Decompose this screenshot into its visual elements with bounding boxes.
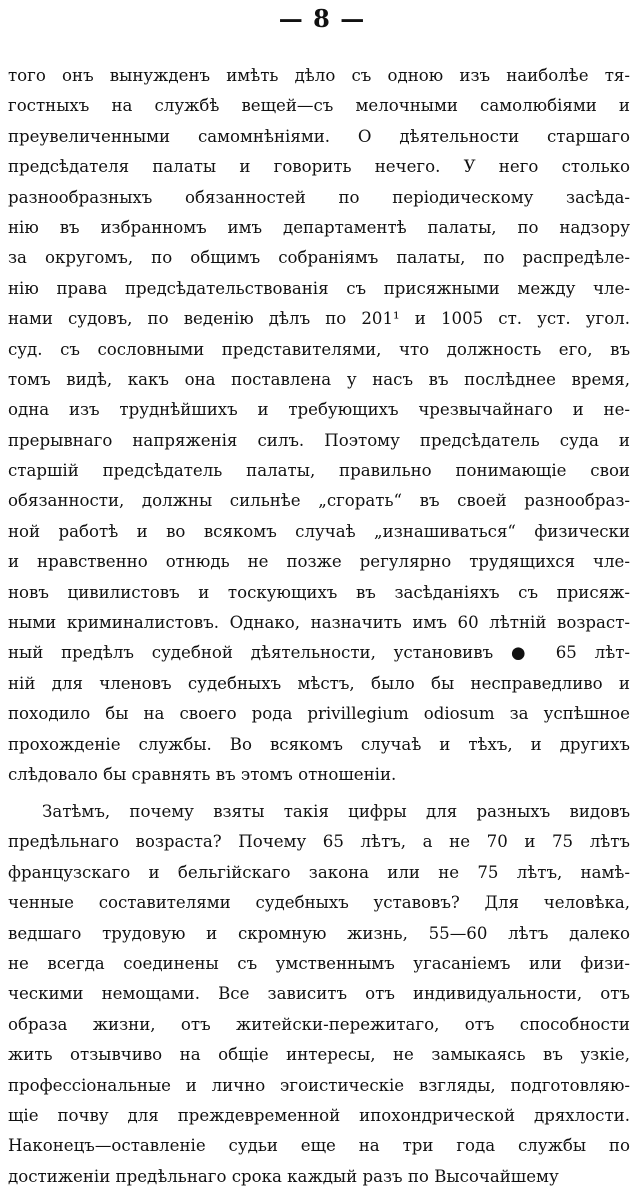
text-line: прохожденіе службы. Во всякомъ случаѣ и тѣхъ, и другихъ — [8, 734, 630, 754]
text-line: обязанности, должны сильнѣе „сгорать“ въ своей разнообраз- — [8, 491, 630, 511]
text-line: достиженіи предѣльнаго срока каждый разъ по Высочайшему — [8, 1166, 559, 1186]
text-line: образа жизни, отъ житейски-пережитаго, отъ способности — [8, 1014, 630, 1034]
text-line: ной работѣ и во всякомъ случаѣ „изнашиваться“ физически — [8, 521, 630, 541]
text-line: одна изъ труднѣйшихъ и требующихъ чрезвычайнаго и не- — [8, 400, 630, 420]
text-line: предсѣдателя палаты и говорить нечего. У него столько — [8, 157, 630, 177]
text-line: прерывнаго напряженія силъ. Поэтому предсѣдатель суда и — [8, 430, 630, 450]
text-line: французскаго и бельгійскаго закона или не 75 лѣтъ, намѣ- — [8, 862, 630, 882]
text-line: нію въ избранномъ имъ департаментѣ палаты, по надзору — [8, 217, 630, 237]
text-line: преувеличенными самомнѣніями. О дѣятельности старшаго — [8, 126, 630, 146]
text-line: предѣльнаго возраста? Почему 65 лѣтъ, а не 70 и 75 лѣтъ — [8, 832, 630, 852]
text-line: не всегда соединены съ умственнымъ угасаніемъ или физи- — [8, 953, 630, 973]
text-line: за округомъ, по общимъ собраніямъ палаты, по распредѣле- — [8, 248, 630, 268]
text-line: суд. съ сословными представителями, что должность его, въ — [8, 339, 630, 359]
text-line: ній для членовъ судебныхъ мѣстъ, было бы несправедливо и — [8, 673, 630, 693]
text-line: томъ видѣ, какъ она поставлена у насъ въ послѣднее время, — [8, 369, 630, 389]
text-line: ный предѣлъ судебной дѣятельности, установивъ ● 65 лѣт- — [8, 643, 630, 663]
text-line: ченные составителями судебныхъ уставовъ? Для человѣка, — [8, 893, 630, 913]
text-line: слѣдовало бы сравнять въ этомъ отношеніи. — [8, 764, 397, 784]
text-line: ными криминалистовъ. Однако, назначить имъ 60 лѣтній возраст- — [8, 613, 630, 633]
text-line: ведшаго трудовую и скромную жизнь, 55—60 лѣтъ далеко — [8, 923, 630, 943]
page-number: — 8 — — [278, 4, 366, 33]
text-line: профессіональные и лично эгоистическіе взгляды, подготовляю- — [8, 1075, 630, 1095]
text-line: того онъ вынужденъ имѣть дѣло съ одною изъ наиболѣе тя- — [8, 66, 630, 85]
text-line: ческими немощами. Все зависитъ отъ индивидуальности, отъ — [8, 984, 630, 1004]
text-line: щіе почву для преждевременной ипохондрической дряхлости. — [8, 1105, 630, 1125]
text-line: и нравственно отнюдь не позже регулярно трудящихся чле- — [8, 552, 630, 572]
text-line: жить отзывчиво на общіе интересы, не замыкаясь въ узкіе, — [8, 1045, 630, 1065]
text-line: нами судовъ, по веденію дѣлъ по 201¹ и 1005 ст. уст. угол. — [8, 309, 630, 329]
paragraph-2 — [8, 797, 630, 1192]
text-line: разнообразныхъ обязанностей по періодическому засѣда- — [8, 187, 630, 207]
text-line: Затѣмъ, почему взяты такія цифры для разныхъ видовъ — [42, 802, 630, 821]
text-line: походило бы на своего рода privillegium odiosum за успѣшное — [8, 704, 630, 724]
text-line: старшій предсѣдатель палаты, правильно понимающіе свои — [8, 461, 630, 481]
text-line: новъ цивилистовъ и тоскующихъ въ засѣданіяхъ съ присяж- — [8, 582, 630, 602]
paragraph-1 — [8, 61, 630, 790]
text-line: нію права предсѣдательствованія съ присяжными между чле- — [8, 278, 630, 298]
text-line: гостныхъ на службѣ вещей—съ мелочными самолюбіями и — [8, 96, 630, 116]
text-line: Наконецъ—оставленіе судьи еще на три года службы по — [8, 1136, 630, 1156]
